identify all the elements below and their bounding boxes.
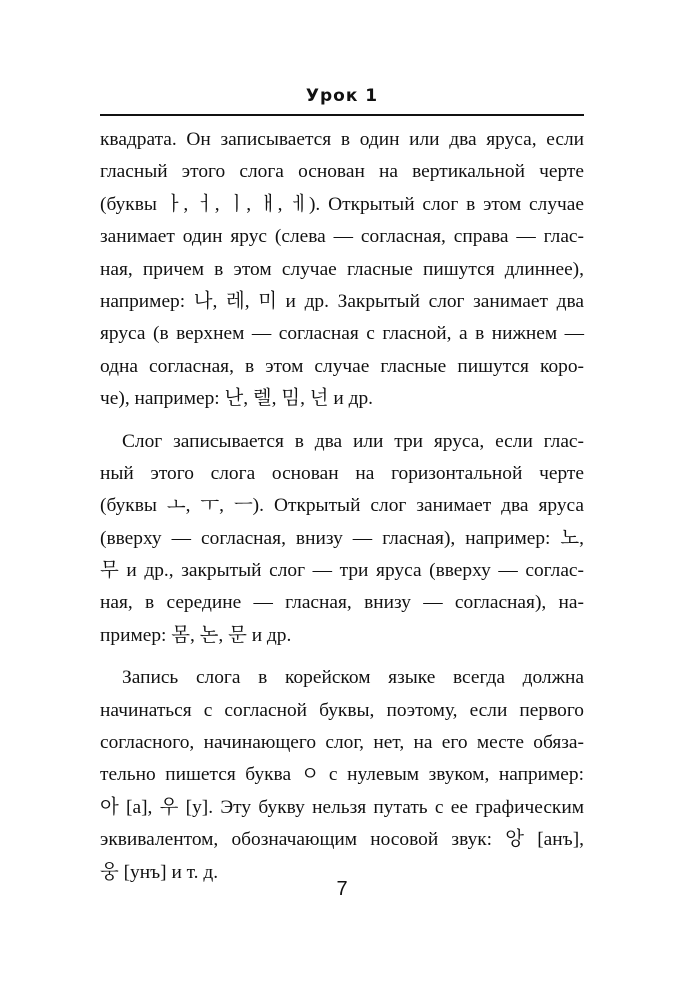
text-line: че), например: 난, 렐, 밈, 넌 и др. [100,388,373,410]
lesson-title: Урок 1 [305,86,379,106]
text-line: Слог записывается в два или три яруса, если глас- [122,430,584,452]
text-line: Запись слога в корейском языке всегда должна [122,667,584,689]
text-line: ная, причем в этом случае гласные пишутся длиннее), [100,258,584,280]
text-line: тельно пишется буква ㅇ с нулевым звуком, например: [100,764,584,786]
text-line: согласного, начинающего слог, нет, на его месте обяза- [100,732,584,754]
text-line: ный этого слога основан на горизонтальной черте [100,462,584,484]
paragraph-3 [100,662,584,889]
text-line: гласный этого слога основан на вертикальной черте [100,161,584,183]
text-line: одна согласная, в этом случае гласные пишутся коро- [100,355,584,377]
text-line: пример: 몸, 논, 문 и др. [100,624,292,646]
text-line: начинаться с согласной буквы, поэтому, если первого [100,699,584,721]
paragraph-2 [100,426,584,653]
text-line: (буквы ㅏ, ㅓ, ㅣ, ㅐ, ㅔ). Открытый слог в этом случае [100,193,584,215]
text-line: 웅 [унъ] и т. д. [100,861,219,883]
header-rule [100,114,584,116]
text-line: занимает один ярус (слева — согласная, справа — глас- [100,226,584,248]
page-number: 7 [336,878,348,900]
text-line: эквивалентом, обозначающим носовой звук: 앙 [анъ], [100,829,584,851]
text-line: ная, в середине — гласная, внизу — согласная), на- [100,592,584,614]
text-line: 아 [а], 우 [у]. Эту букву нельзя путать с ее графическим [100,796,584,818]
text-line: (буквы ㅗ, ㅜ, ㅡ). Открытый слог занимает два яруса [100,495,584,517]
text-line: 무 и др., закрытый слог — три яруса (вверху — соглас- [100,560,584,582]
body-text [100,124,584,889]
paragraph-1 [100,124,584,416]
text-line: (вверху — согласная, внизу — гласная), например: 노, [100,527,584,549]
text-line: квадрата. Он записывается в один или два яруса, если [100,129,584,150]
text-line: например: 나, 레, 미 и др. Закрытый слог занимает два [100,290,584,312]
text-line: яруса (в верхнем — согласная с гласной, а в нижнем — [100,323,584,345]
